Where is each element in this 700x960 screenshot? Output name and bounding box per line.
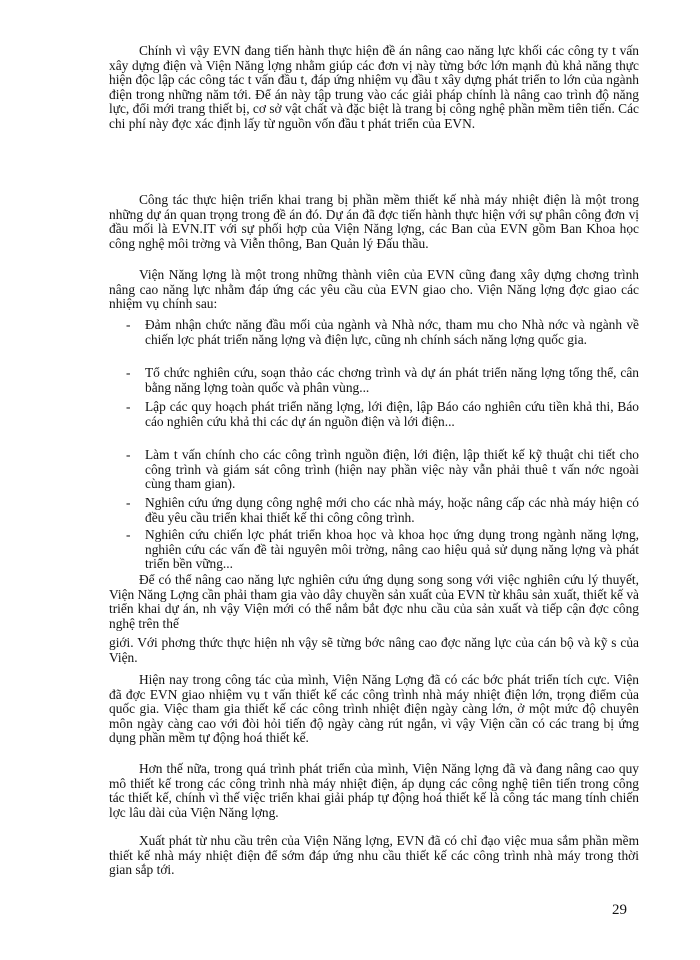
bullet-text: Làm t vấn chính cho các công trình nguồn điện, lới điện, lập thiết kế kỹ thuật chi tiết cho công trình và giám sát công trình (hiện nay phần việc này vẫn phải thuê t vấn nớc ngoài cùng tham gian). — [145, 447, 639, 492]
bullet-marker: - — [126, 365, 131, 380]
paragraph-4-part-1: Để có thể nâng cao năng lực nghiên cứu ứng dụng song song với việc nghiên cứu lý thuyết, Viện Năng Lợng cần phải tham gia vào dây chuyền sản xuất của EVN từ khâu sản xuất, thiết kế và triển khai dự án, nh vậy Viện mới có thể nắm bắt đợc nhu cầu của sản xuất và tiếp cận đợc công nghệ trên thế — [109, 572, 639, 631]
bullet-text: Tổ chức nghiên cứu, soạn thảo các chơng trình và dự án phát triển năng lợng tổng thể, cân bằng năng lợng toàn quốc và phân vùng... — [145, 365, 639, 395]
paragraph-4-part-2: giới. Với phơng thức thực hiện nh vậy sẽ từng bớc nâng cao đợc năng lực của cán bộ và kỹ s của Viện. — [109, 635, 639, 665]
paragraph-5: Hiện nay trong công tác của mình, Viện Năng Lợng đã có các bớc phát triển tích cực. Viện đã đợc EVN giao nhiệm vụ t vấn thiết kế các công trình nhà máy nhiệt điện lớn, trọng điểm của quốc gia. Việc tham gia thiết kế các công trình nhiệt điện ngày càng lớn, ở một mức độ chuyên môn ngày càng cao với đòi hỏi tiến độ ngày càng rút ngắn, vì vậy Viện cần có các trang bị ứng dụng phần mềm tự động hoá thiết kế. — [109, 672, 639, 746]
bullet-item-3 — [109, 400, 639, 429]
bullet-text: Lập các quy hoạch phát triển năng lợng, lới điện, lập Báo cáo nghiên cứu tiền khả thi, Báo cáo nghiên cứu khả thi các dự án nguồn điện và lới điện... — [145, 399, 639, 429]
bullet-marker: - — [126, 317, 131, 332]
bullet-marker: - — [126, 527, 131, 542]
paragraph-1: Chính vì vậy EVN đang tiến hành thực hiện đề án nâng cao năng lực khối các công ty t vấn xây dựng điện và Viện Năng lợng nhằm giúp các đơn vị này từng bớc lớn mạnh đủ khả năng thực hiện độc lập các công tác t vấn đầu t, đáp ứng nhiệm vụ đầu t xây dựng phát triển to lớn của ngành điện trong những năm tới. Để án này tập trung vào các giải pháp chính là nâng cao trình độ năng lực, đổi mới trang thiết bị, cơ sở vật chất và đặc biệt là trang bị công nghệ phần mềm tiên tiến. Các chi phí này đợc xác định lấy từ nguồn vốn đầu t phát triển của EVN. — [109, 43, 639, 131]
bullet-item-4 — [109, 448, 639, 492]
bullet-marker: - — [126, 495, 131, 510]
bullet-marker: - — [126, 447, 131, 462]
bullet-item-6 — [109, 528, 639, 572]
paragraph-7: Xuất phát từ nhu cầu trên của Viện Năng lợng, EVN đã có chỉ đạo việc mua sắm phần mềm thiết kế nhà máy nhiệt điện để sớm đáp ứng nhu cầu thiết kế các công trình nhà máy trong thời gian sắp tới. — [109, 833, 639, 878]
page-number: 29 — [612, 902, 627, 918]
paragraph-3: Viện Năng lợng là một trong những thành viên của EVN cũng đang xây dựng chơng trình nâng cao năng lực nhằm đáp ứng các yêu cầu của EVN giao cho. Viện Năng lợng đợc giao các nhiệm vụ chính sau: — [109, 267, 639, 312]
bullet-item-1 — [109, 318, 639, 347]
paragraph-6: Hơn thế nữa, trong quá trình phát triển của mình, Viện Năng lợng đã và đang nâng cao quy mô thiết kế trong các công trình nhà máy nhiệt điện, áp dụng các công nghệ tiên tiến trong công tác thiết kế, chính vì thế việc triển khai giải pháp tự động hoá thiết kế là công tác mang tính chiến lợc lâu dài của Viện Năng lợng. — [109, 761, 639, 820]
bullet-item-2 — [109, 366, 639, 395]
bullet-text: Nghiên cứu ứng dụng công nghệ mới cho các nhà máy, hoặc nâng cấp các nhà máy hiện có đều yêu cầu triển khai thiết kế thi công công trình. — [145, 495, 639, 525]
paragraph-2: Công tác thực hiện triển khai trang bị phần mềm thiết kế nhà máy nhiệt điện là một trong những dự án quan trọng trong đề án đó. Dự án đã đợc tiến hành thực hiện với sự phân công đơn vị đầu mối là EVN.IT với sự phối hợp của Viện Năng lợng, các Ban của EVN gồm Ban Khoa học công nghệ môi trờng và Viễn thông, Ban Quản lý Đấu thầu. — [109, 192, 639, 251]
bullet-text: Nghiên cứu chiến lợc phát triển khoa học và khoa học ứng dụng trong ngành năng lợng, nghiên cứu các vấn đề tài nguyên môi trờng, nâng cao hiệu quả sử dụng năng lợng và phát triển bền vững... — [145, 527, 639, 572]
bullet-text: Đảm nhận chức năng đầu mối của ngành và Nhà nớc, tham mu cho Nhà nớc và ngành về chiến lợc phát triển năng lợng và điện lực, cũng nh chính sách năng lợng quốc gia. — [145, 317, 639, 347]
bullet-item-5 — [109, 496, 639, 525]
bullet-marker: - — [126, 399, 131, 414]
